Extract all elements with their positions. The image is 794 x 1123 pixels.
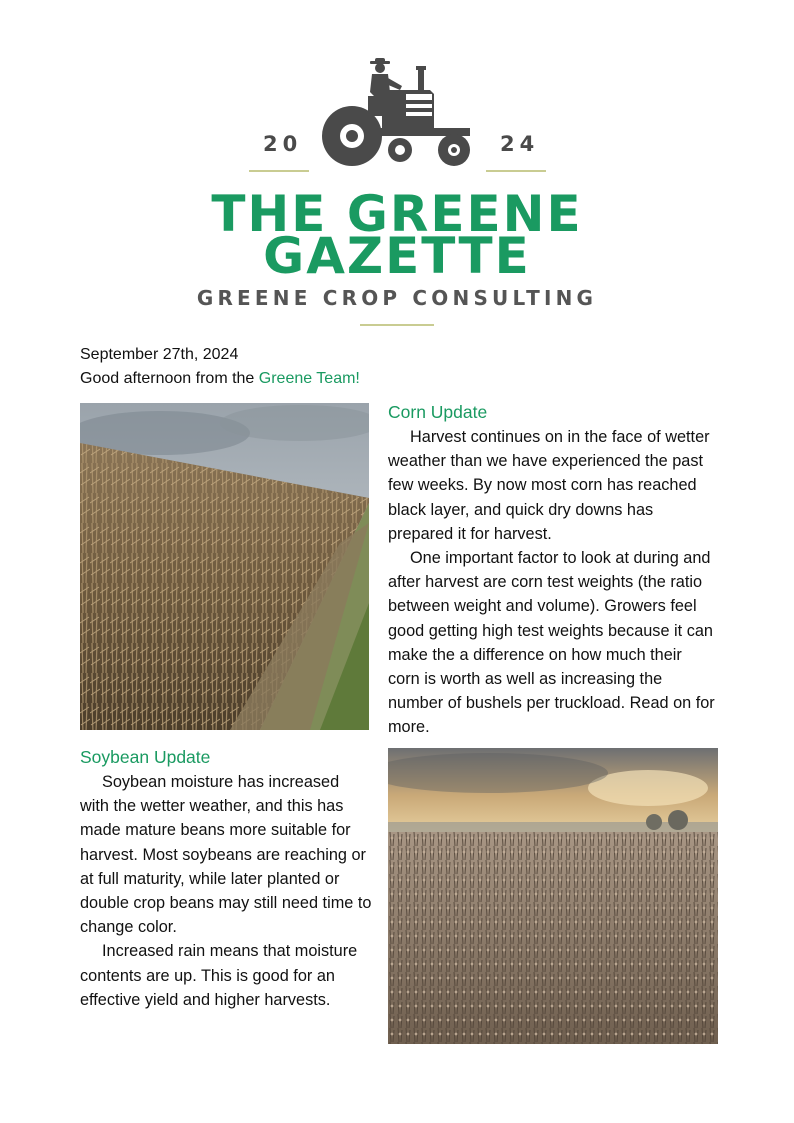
tractor-icon	[322, 58, 472, 174]
soybean-paragraph: Soybean moisture has increased with the wetter weather, and this has made mature beans more suitable for harvest. Most soybeans are reaching or at full maturity, while later planted or double crop beans may still need time to change color.	[80, 773, 372, 937]
corn-field-photo	[80, 403, 369, 730]
corn-paragraph: One important factor to look at during and after harvest are corn test weights (the ratio between weight and volume). Growers feel good getting high test weights because it can make the a difference on how much their corn is worth as well as increasing the number of bushels per truckload. Read on for more.	[388, 549, 715, 737]
year-left: 20	[263, 132, 303, 156]
corn-update-body	[388, 425, 718, 740]
newsletter-title-line1: THE GREENE	[211, 185, 583, 243]
year-right-underline	[486, 170, 546, 172]
greeting	[80, 367, 680, 391]
soybean-update-body	[80, 770, 372, 1012]
masthead	[0, 0, 794, 330]
year-right: 24	[500, 132, 540, 156]
soybean-paragraph: Increased rain means that moisture contents are up. This is good for an effective yield and higher harvests.	[80, 942, 358, 1009]
year-left-underline	[249, 170, 309, 172]
soybean-update-section	[80, 747, 372, 1012]
corn-field-image	[80, 403, 369, 730]
corn-update-section	[388, 402, 718, 740]
masthead-divider	[360, 324, 434, 326]
greeting-text: Good afternoon from the	[80, 370, 259, 387]
soybean-update-heading: Soybean Update	[80, 747, 211, 767]
corn-paragraph: Harvest continues on in the face of wetter weather than we have experienced the past few weeks. By now most corn has reached black layer, and quick dry downs has prepared it for harvest.	[388, 428, 710, 543]
greeting-team: Greene Team!	[258, 370, 360, 387]
soybean-field-image	[388, 748, 718, 1044]
corn-update-heading: Corn Update	[388, 402, 488, 422]
issue-date: September 27th, 2024	[80, 346, 239, 363]
company-name: GREENE CROP CONSULTING	[196, 286, 598, 310]
soybean-field-photo	[388, 748, 718, 1044]
newsletter-title-line2: GAZETTE	[263, 227, 531, 285]
intro	[80, 343, 680, 391]
